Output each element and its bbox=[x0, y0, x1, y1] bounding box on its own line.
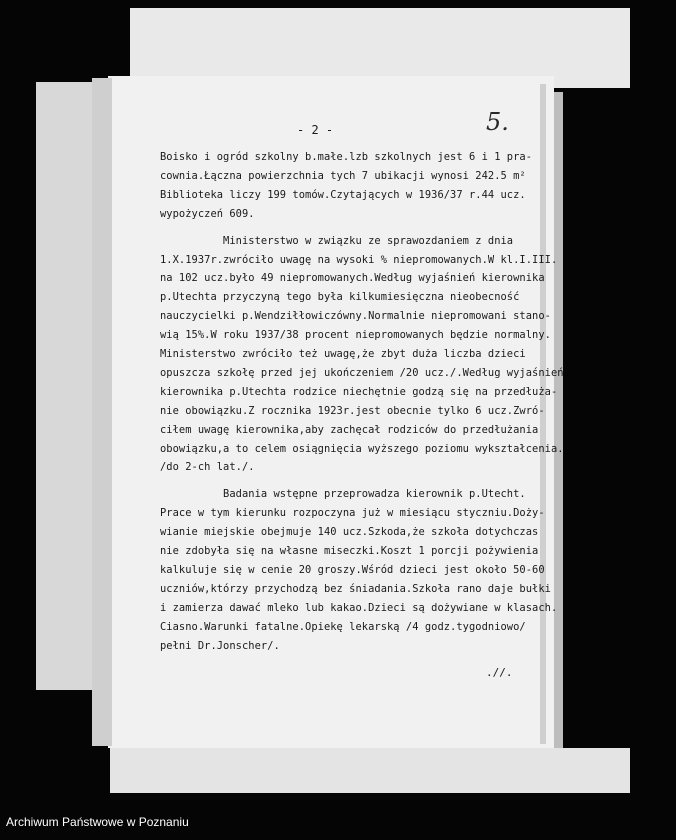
text-line: 1.X.1937r.zwróciło uwagę na wysoki % niepromowanych.W kl.I.III. bbox=[160, 253, 558, 266]
back-sheet-bottom bbox=[110, 748, 630, 793]
text-line: Prace w tym kierunku rozpoczyna już w miesiącu styczniu.Doży- bbox=[160, 507, 545, 520]
text-line: na 102 ucz.było 49 niepromowanych.Według wyjaśnień kierownika bbox=[160, 272, 545, 285]
text-line: nie obowiązku.Z rocznika 1923r.jest obecnie tylko 6 ucz.Zwró- bbox=[160, 404, 545, 417]
text-line: p.Utechta przyczyną tego była kilkumiesięczna nieobecność bbox=[160, 291, 520, 304]
left-binding-strip bbox=[92, 78, 112, 746]
page-number: - 2 - bbox=[297, 123, 334, 137]
text-line: Biblioteka liczy 199 tomów.Czytających w 1936/37 r.44 ucz. bbox=[160, 188, 526, 201]
text-line: wianie miejskie obejmuje 140 ucz.Szkoda,że szkoła dotychczas bbox=[160, 526, 539, 539]
text-line: Badania wstępne przeprowadza kierownik p.Utecht. bbox=[160, 488, 526, 501]
text-line: Boisko i ogród szkolny b.małe.lzb szkolnych jest 6 i 1 pra- bbox=[160, 151, 533, 163]
text-line: nauczycielki p.Wendziłłowiczówny.Normalnie niepromowani stano- bbox=[160, 310, 551, 323]
text-line: uczniów,którzy przychodzą bez śniadania.Szkoła rano daje bułki bbox=[160, 582, 551, 595]
left-paper-strip bbox=[36, 82, 94, 690]
handwritten-page-mark: 5. bbox=[486, 108, 509, 136]
text-line: pełni Dr.Jonscher/. bbox=[160, 639, 280, 652]
text-line: cownia.Łączna powierzchnia tych 7 ubikacji wynosi 242.5 m² bbox=[160, 169, 526, 182]
text-line: Ciasno.Warunki fatalne.Opiekę lekarską /4 godz.tygodniowo/ bbox=[160, 620, 526, 633]
right-paper-strip bbox=[553, 92, 563, 752]
text-line: obowiązku,a to celem osiągnięcia wyższego poziomu wykształcenia. bbox=[160, 442, 564, 455]
text-line: ciłem uwagę kierownika,aby zachęcał rodziców do przedłużania bbox=[160, 423, 539, 436]
text-line: kalkuluje się w cenie 20 groszy.Wśród dzieci jest około 50-60 bbox=[160, 563, 545, 576]
text-line: Ministerstwo w związku ze sprawozdaniem z dnia bbox=[160, 234, 514, 247]
text-line: opuszcza szkołę przed jej ukończeniem /20 ucz./.Według wyjaśnień bbox=[160, 366, 564, 379]
text-line: Ministerstwo zwróciło też uwagę,że zbyt duża liczba dzieci bbox=[160, 348, 526, 360]
text-line: /do 2-ch lat./. bbox=[160, 461, 255, 474]
text-line: wią 15%.W roku 1937/38 procent niepromowanych będzie normalny. bbox=[160, 329, 551, 342]
text-line: i zamierza dawać mleko lub kakao.Dzieci są dożywiane w klasach. bbox=[160, 601, 558, 614]
text-line: wypożyczeń 609. bbox=[160, 207, 255, 220]
continuation-mark: .//. bbox=[486, 666, 513, 679]
text-line: nie zdobyła się na własne miseczki.Koszt 1 porcji pożywienia bbox=[160, 545, 539, 557]
text-line: kierownika p.Utechta rodzice niechętnie godzą się na przedłuża- bbox=[160, 385, 558, 398]
archive-footer-label: Archiwum Państwowe w Poznaniu bbox=[6, 815, 189, 829]
